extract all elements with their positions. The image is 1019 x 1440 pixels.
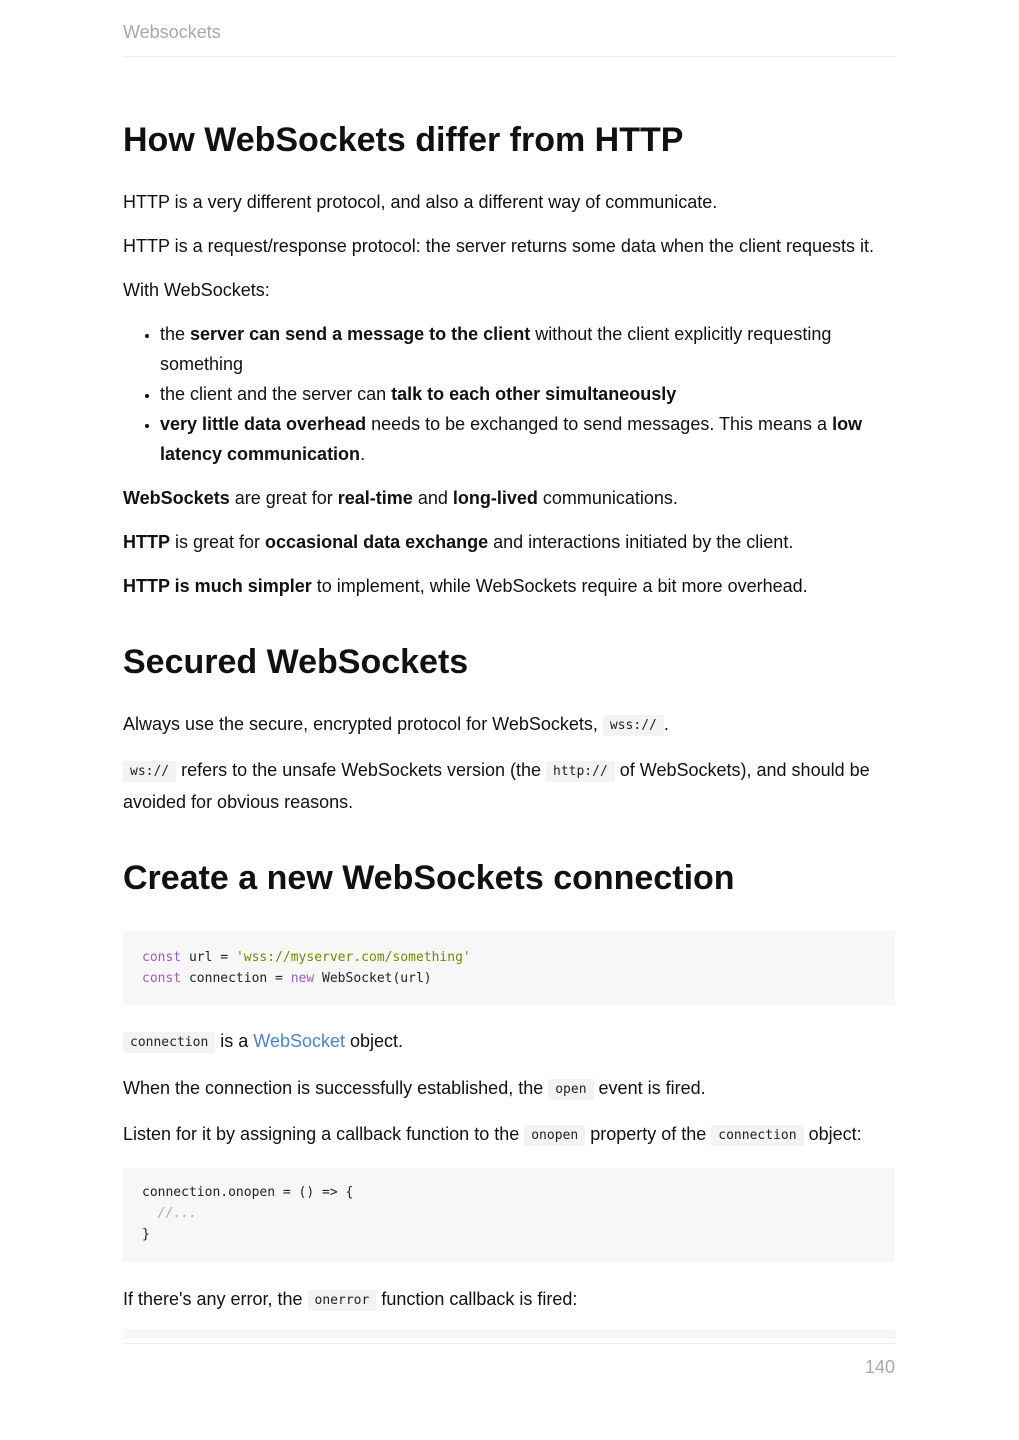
code-block: connection.onopen = () => { //... } — [123, 1168, 895, 1262]
feature-list — [123, 319, 895, 469]
list-item: • the client and the server can talk to each other simultaneously — [160, 379, 895, 409]
paragraph: When the connection is successfully established, the open event is fired. — [123, 1078, 706, 1098]
section-heading-http-diff: How WebSockets differ from HTTP — [123, 121, 684, 159]
paragraph: WebSockets are great for real-time and long-lived communications. — [123, 488, 678, 508]
list-item: • the server can send a message to the client without the client explicitly requesting something — [160, 319, 895, 379]
paragraph: HTTP is a very different protocol, and also a different way of communicate. — [123, 192, 718, 212]
code-block-partial — [123, 1329, 895, 1339]
websocket-link[interactable]: WebSocket — [253, 1031, 346, 1051]
page-content — [123, 112, 895, 1339]
inline-code: ws:// — [123, 761, 176, 782]
paragraph: connection is a WebSocket object. — [123, 1026, 895, 1058]
inline-code: connection — [123, 1032, 215, 1053]
inline-code: open — [548, 1079, 593, 1100]
paragraph: With WebSockets: — [123, 280, 270, 300]
paragraph: ws:// refers to the unsafe WebSockets version (the http:// of WebSockets), and should be avoided for obvious reasons. — [123, 760, 870, 812]
paragraph: If there's any error, the onerror function callback is fired: — [123, 1289, 578, 1309]
paragraph: Always use the secure, encrypted protocol for WebSockets, wss:// . — [123, 714, 669, 734]
running-header: Websockets — [123, 22, 895, 57]
page-number: 140 — [864, 1357, 895, 1377]
code-block: const url = 'wss://myserver.com/something' const connection = new WebSocket(url) — [123, 931, 895, 1005]
page-footer — [123, 1343, 895, 1377]
inline-code: onerror — [308, 1290, 377, 1311]
paragraph: HTTP is much simpler to implement, while WebSockets require a bit more overhead. — [123, 576, 808, 596]
paragraph: HTTP is a request/response protocol: the server returns some data when the client requests it. — [123, 236, 875, 256]
inline-code: wss:// — [603, 715, 664, 736]
inline-code: http:// — [546, 761, 615, 782]
inline-code: onopen — [524, 1125, 585, 1146]
inline-code: connection — [711, 1125, 803, 1146]
section-heading-create-connection: Create a new WebSockets connection — [123, 859, 735, 897]
paragraph: Listen for it by assigning a callback function to the onopen property of the connection object: — [123, 1124, 862, 1144]
paragraph: HTTP is great for occasional data exchange and interactions initiated by the client. — [123, 532, 794, 552]
section-heading-secured: Secured WebSockets — [123, 643, 469, 681]
list-item: • very little data overhead needs to be exchanged to send messages. This means a low latency communication. — [160, 409, 895, 469]
